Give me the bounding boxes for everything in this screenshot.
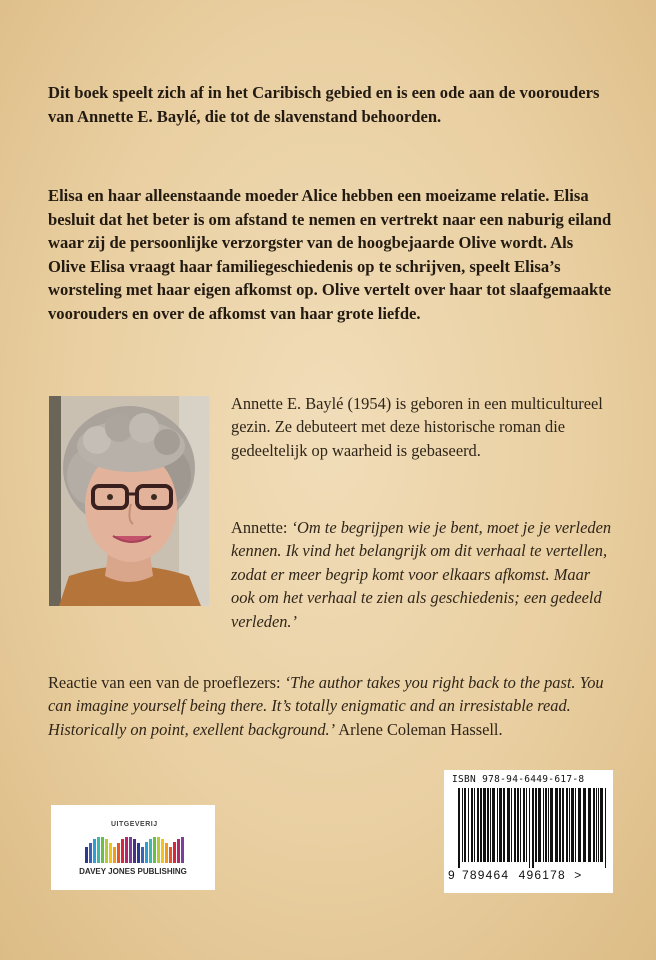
barcode-bar — [474, 788, 475, 862]
barcode-bar — [499, 788, 502, 862]
publisher-color-bar — [125, 837, 128, 863]
publisher-color-bar — [157, 837, 160, 863]
barcode-bar — [532, 788, 534, 868]
barcode-bar — [566, 788, 568, 862]
quote-speaker: Annette: — [231, 518, 292, 537]
publisher-color-bar — [93, 839, 96, 863]
barcode-bar — [593, 788, 595, 862]
barcode-bar — [477, 788, 479, 862]
publisher-color-bar — [177, 839, 180, 863]
barcode-bar — [550, 788, 553, 862]
publisher-label: UITGEVERIJ — [111, 821, 158, 828]
barcode-bar — [598, 788, 599, 862]
publisher-color-bar — [117, 843, 120, 863]
isbn-label: ISBN 978-94-6449-617-8 — [452, 774, 585, 785]
barcode-bar — [514, 788, 516, 862]
publisher-color-bar — [137, 843, 140, 863]
author-portrait-icon — [49, 396, 209, 606]
barcode-bar — [462, 788, 463, 862]
barcode-bars-icon — [458, 788, 610, 868]
barcode-bar — [548, 788, 549, 862]
barcode-digits — [448, 868, 612, 882]
barcode-bar — [526, 788, 527, 862]
barcode-bar — [507, 788, 510, 862]
publisher-color-bar — [113, 847, 116, 863]
barcode-bar — [545, 788, 547, 862]
barcode-bar — [483, 788, 486, 862]
barcode-bar — [535, 788, 537, 862]
barcode-bar — [458, 788, 460, 868]
barcode-bar — [497, 788, 498, 862]
publisher-name: DAVEY JONES PUBLISHING — [79, 867, 187, 876]
barcode-bar — [511, 788, 512, 862]
publisher-color-bar — [149, 839, 152, 863]
barcode-right-digits: 496178 — [518, 868, 566, 882]
review-text: ‘The author takes you right back to the past. You can imagine yourself being there. It’s totally enigmatic and an irresistable read. Historically on point, exellent background.’ — [48, 673, 604, 739]
barcode-bar — [538, 788, 541, 862]
publisher-color-bar — [165, 843, 168, 863]
barcode-bar — [503, 788, 505, 862]
barcode-bar — [596, 788, 597, 862]
publisher-color-bar — [129, 837, 132, 863]
publisher-color-bar — [133, 839, 136, 863]
quote-text: ‘Om te begrijpen wie je bent, moet je je verleden kennen. Ik vind het belangrijk om dit verhaal te vertellen, zodat er meer begrip komt voor elkaars afkomst. Maar ook om het verhaal te zien als geschiedenis; een gedeeld verleden.’ — [231, 518, 612, 631]
barcode-bar — [555, 788, 558, 862]
barcode-bar — [471, 788, 473, 862]
publisher-color-bar — [181, 837, 184, 863]
barcode-bar — [480, 788, 482, 862]
barcode-bar — [487, 788, 489, 862]
barcode-bar — [600, 788, 603, 862]
barcode-bar — [523, 788, 525, 862]
publisher-color-bar — [97, 837, 100, 863]
publisher-color-bar — [145, 842, 148, 863]
barcode-bar — [583, 788, 586, 862]
author-bio: Annette E. Baylé (1954) is geboren in een multicultureel gezin. Ze debuteert met deze historische roman die gedeeltelijk op waarheid is gebaseerd. — [231, 394, 603, 460]
barcode-bar — [588, 788, 591, 862]
publisher-color-bar — [161, 839, 164, 863]
publisher-color-bar — [89, 843, 92, 863]
author-photo — [49, 396, 209, 606]
barcode-bar — [605, 788, 606, 868]
barcode-first-digit: 9 — [448, 868, 455, 882]
barcode-bar — [543, 788, 544, 862]
barcode-bar — [575, 788, 576, 862]
barcode-bar — [562, 788, 564, 862]
synopsis-paragraph: Elisa en haar alleenstaande moeder Alice hebben een moeizame relatie. Elisa besluit dat het beter is om afstand te nemen en vertrekt naar een naburig eiland waar zij de persoonlijke verzorgster van de hoogbejaarde Olive wordt. Als Olive Elisa vraagt haar familiegeschiedenis op te schrijven, speelt Elisa’s worsteling met haar eigen afkomst op. Olive vertelt over haar tot slaafgemaakte voorouders en over de afkomst van haar grote liefde. — [48, 186, 612, 323]
publisher-color-bar — [101, 837, 104, 863]
publisher-color-bar — [153, 837, 156, 863]
publisher-color-bar — [105, 839, 108, 863]
barcode-bar — [517, 788, 519, 862]
author-quote — [231, 516, 617, 633]
isbn-barcode — [444, 770, 613, 893]
barcode-bar — [468, 788, 469, 862]
publisher-color-bar — [85, 847, 88, 863]
reviewer-quote — [48, 671, 618, 741]
barcode-bar — [569, 788, 570, 862]
barcode-bar — [578, 788, 581, 862]
review-lead: Reactie van een van de proeflezers: — [48, 673, 285, 692]
barcode-bar — [492, 788, 495, 862]
publisher-logo — [51, 805, 215, 890]
publisher-color-bar — [169, 847, 172, 863]
publisher-color-bar — [141, 847, 144, 863]
intro-paragraph: Dit boek speelt zich af in het Caribisch gebied en is een ode aan de voorouders van Annette E. Baylé, die tot de slavenstand behoorden. — [48, 83, 600, 126]
barcode-left-digits: 789464 — [462, 868, 510, 882]
barcode-bar — [520, 788, 521, 862]
publisher-color-bar — [121, 839, 124, 863]
publisher-color-bars-icon — [85, 835, 193, 863]
barcode-bar — [464, 788, 466, 862]
barcode-arrow: > — [574, 868, 582, 882]
publisher-color-bar — [109, 843, 112, 863]
barcode-bar — [529, 788, 530, 868]
barcode-bar — [571, 788, 574, 862]
barcode-bar — [490, 788, 491, 862]
review-author: Arlene Coleman Hassell. — [335, 719, 503, 739]
publisher-color-bar — [173, 842, 176, 863]
barcode-bar — [559, 788, 561, 862]
